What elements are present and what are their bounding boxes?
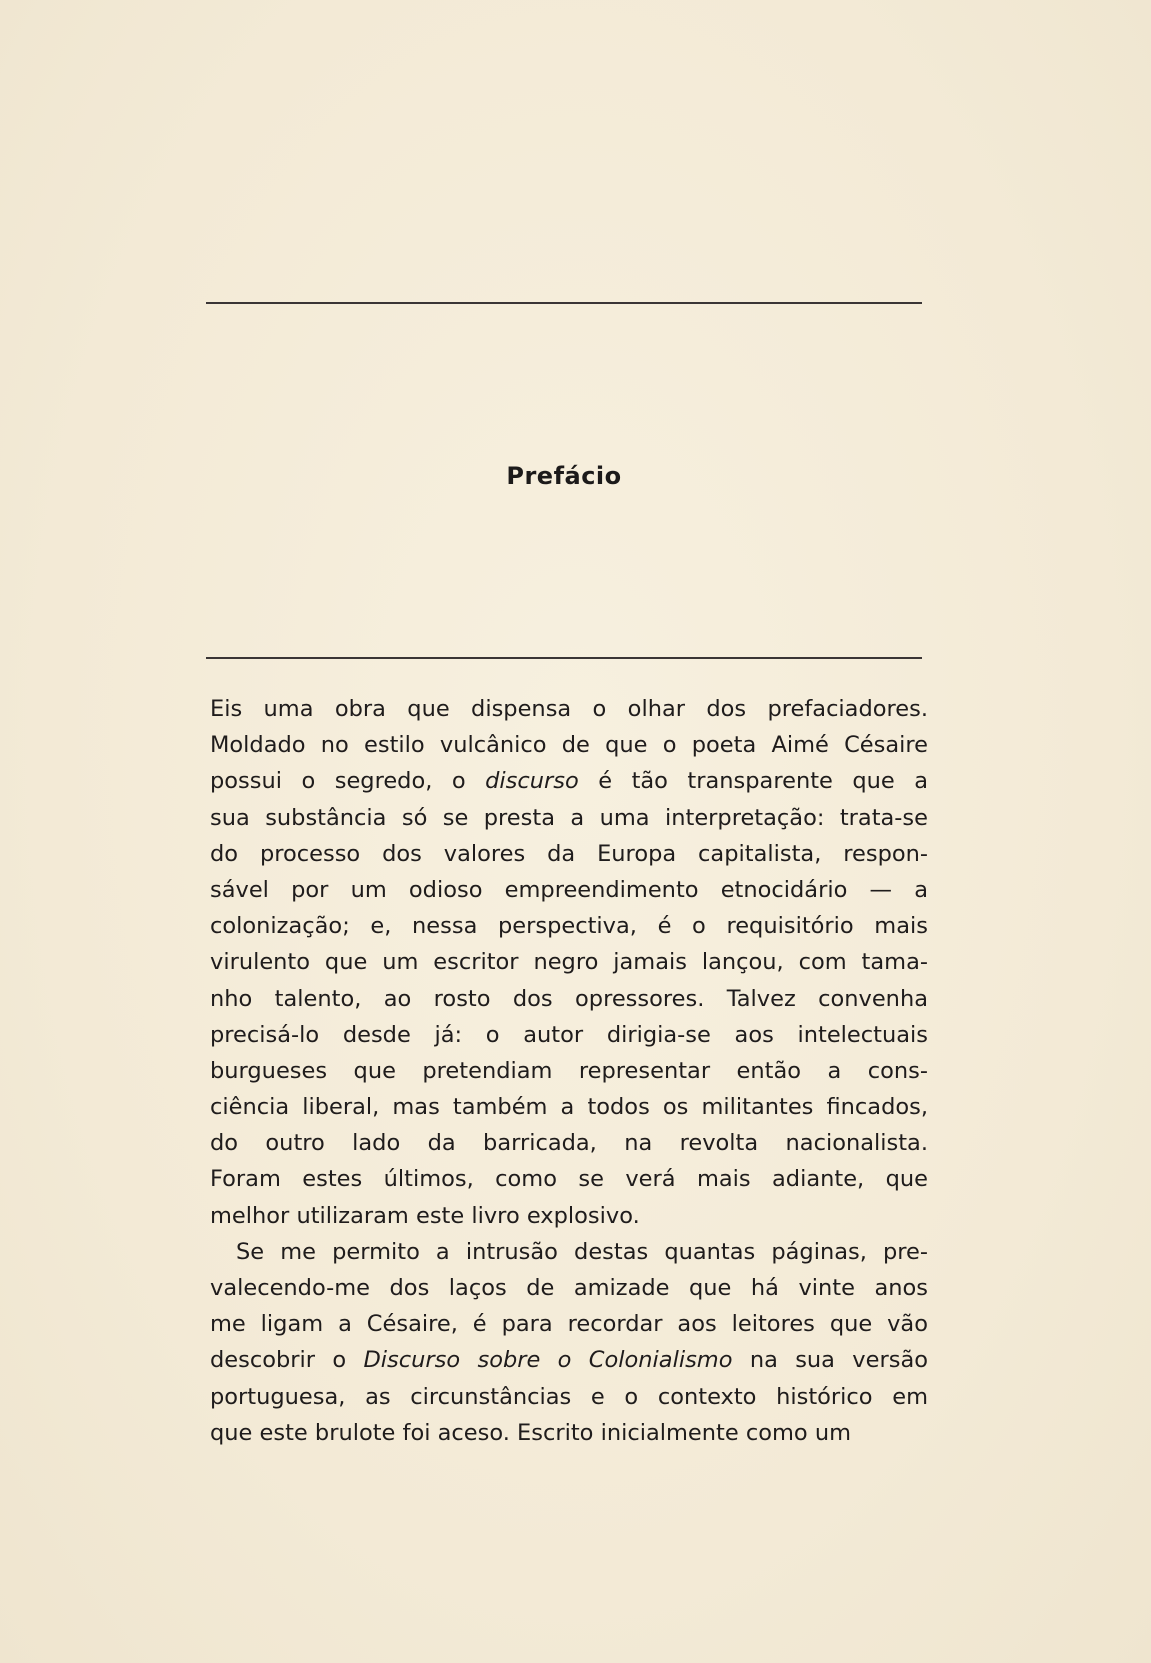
text-line bbox=[210, 1270, 928, 1306]
text-run: nho talento, ao rosto dos opressores. Talvez convenha bbox=[210, 985, 928, 1012]
paragraph bbox=[210, 1234, 928, 1451]
text-run: portuguesa, as circunstâncias e o contexto histórico em bbox=[210, 1383, 928, 1410]
paragraph bbox=[210, 691, 928, 1234]
text-run: burgueses que pretendiam representar então a cons- bbox=[210, 1057, 928, 1084]
text-run: do outro lado da barricada, na revolta nacionalista. bbox=[210, 1130, 928, 1157]
text-line bbox=[210, 908, 928, 944]
text-line bbox=[210, 944, 928, 980]
text-run: Foram estes últimos, como se verá mais adiante, que bbox=[210, 1166, 928, 1193]
title-rule-top bbox=[206, 302, 922, 304]
text-run: melhor utilizaram este livro explosivo. bbox=[210, 1202, 640, 1229]
text-run: Discurso sobre o Colonialismo bbox=[363, 1347, 733, 1374]
text-run: é tão transparente que a bbox=[578, 768, 929, 795]
text-line bbox=[210, 1053, 928, 1089]
title-rule-bottom bbox=[206, 657, 922, 659]
text-line bbox=[210, 836, 928, 872]
text-line bbox=[210, 1306, 928, 1342]
text-run: sua substância só se presta a uma interpretação: trata-se bbox=[210, 804, 928, 831]
text-line bbox=[210, 763, 928, 799]
text-run: Moldado no estilo vulcânico de que o poeta Aimé Césaire bbox=[210, 732, 928, 759]
text-line bbox=[210, 1379, 928, 1415]
text-run: colonização; e, nessa perspectiva, é o requisitório mais bbox=[210, 913, 928, 940]
text-run: possui o segredo, o bbox=[210, 768, 486, 795]
text-run: Se me permito a intrusão destas quantas páginas, pre- bbox=[236, 1238, 928, 1265]
text-run: ciência liberal, mas também a todos os militantes fincados, bbox=[210, 1094, 928, 1121]
text-line bbox=[210, 1415, 928, 1451]
text-run: me ligam a Césaire, é para recordar aos leitores que vão bbox=[210, 1311, 928, 1338]
body-text bbox=[210, 691, 928, 1451]
text-run: descobrir o bbox=[210, 1347, 364, 1374]
text-line bbox=[210, 1234, 928, 1270]
text-line bbox=[210, 691, 928, 727]
text-run: valecendo-me dos laços de amizade que há vinte anos bbox=[210, 1275, 928, 1301]
text-run: do processo dos valores da Europa capitalista, respon- bbox=[210, 840, 928, 867]
text-run: na sua versão bbox=[732, 1347, 928, 1374]
chapter-title: Prefácio bbox=[506, 462, 622, 490]
text-line bbox=[210, 1089, 928, 1125]
text-line bbox=[210, 1017, 928, 1053]
text-line bbox=[210, 1342, 928, 1378]
text-run: Eis uma obra que dispensa o olhar dos prefaciadores. bbox=[210, 696, 928, 722]
text-line bbox=[210, 872, 928, 908]
text-run: virulento que um escritor negro jamais lançou, com tama- bbox=[210, 949, 928, 976]
text-run: sável por um odioso empreendimento etnocidário — a bbox=[210, 876, 928, 903]
text-line bbox=[210, 1125, 928, 1161]
text-line bbox=[210, 981, 928, 1017]
text-run: precisá-lo desde já: o autor dirigia-se aos intelectuais bbox=[210, 1021, 928, 1048]
text-line bbox=[210, 800, 928, 836]
text-line bbox=[210, 1198, 928, 1234]
text-run: discurso bbox=[485, 768, 579, 795]
text-run: que este brulote foi aceso. Escrito inicialmente como um bbox=[210, 1419, 851, 1446]
text-line bbox=[210, 1161, 928, 1197]
text-line bbox=[210, 727, 928, 763]
